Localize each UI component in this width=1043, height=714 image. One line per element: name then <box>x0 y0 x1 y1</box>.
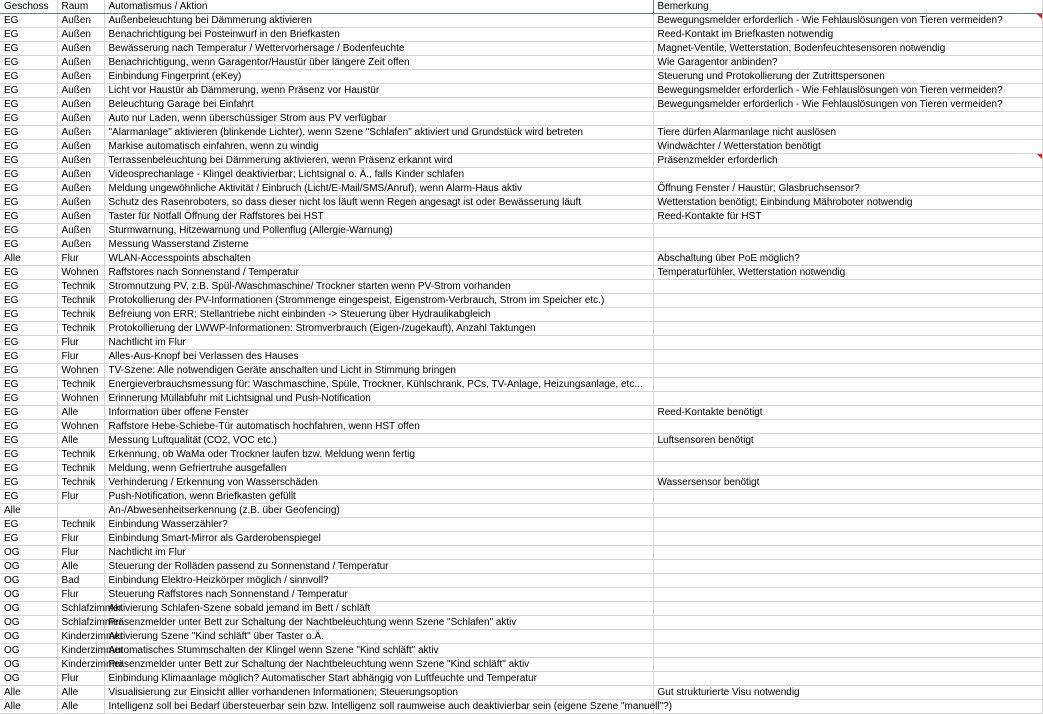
cell-geschoss[interactable]: EG <box>0 238 57 252</box>
cell-raum[interactable]: Technik <box>57 294 104 308</box>
cell-geschoss[interactable]: OG <box>0 672 57 686</box>
cell-raum[interactable]: Außen <box>57 28 104 42</box>
cell-bemerkung[interactable] <box>653 392 1042 406</box>
cell-bemerkung[interactable] <box>653 448 1042 462</box>
cell-aktion[interactable]: Energieverbrauchsmessung für: Waschmaschine, Spüle, Trockner, Kühlschrank, PCs, TV-Anlage, Heizungsanlage, etc... <box>104 378 653 392</box>
cell-bemerkung[interactable]: Magnet-Ventile, Wetterstation, Bodenfeuchtesensoren notwendig <box>653 42 1042 56</box>
cell-raum[interactable]: Wohnen <box>57 266 104 280</box>
cell-aktion[interactable]: Nachtlicht im Flur <box>104 336 653 350</box>
table-row <box>0 350 1042 364</box>
cell-raum[interactable]: Außen <box>57 84 104 98</box>
cell-aktion[interactable]: Einbindung Fingerprint (eKey) <box>104 70 653 84</box>
cell-aktion[interactable]: Markise automatisch einfahren, wenn zu windig <box>104 140 653 154</box>
table-row <box>0 560 1042 574</box>
cell-bemerkung[interactable]: Luftsensoren benötigt <box>653 434 1042 448</box>
cell-geschoss[interactable]: EG <box>0 266 57 280</box>
cell-raum[interactable]: Außen <box>57 126 104 140</box>
cell-raum[interactable]: Kinderzimmer <box>57 658 104 672</box>
cell-bemerkung[interactable]: Bewegungsmelder erforderlich - Wie Fehlauslösungen von Tieren vermeiden? <box>653 84 1042 98</box>
cell-geschoss[interactable]: EG <box>0 196 57 210</box>
table-row <box>0 70 1042 84</box>
table-row <box>0 364 1042 378</box>
cell-bemerkung[interactable]: Temperaturfühler, Wetterstation notwendig <box>653 266 1042 280</box>
cell-geschoss[interactable]: EG <box>0 308 57 322</box>
cell-geschoss[interactable]: EG <box>0 112 57 126</box>
cell-raum[interactable]: Alle <box>57 700 104 714</box>
cell-geschoss[interactable]: OG <box>0 560 57 574</box>
cell-geschoss[interactable]: EG <box>0 56 57 70</box>
cell-bemerkung[interactable]: Wie Garagentor anbinden? <box>653 56 1042 70</box>
cell-geschoss[interactable]: EG <box>0 98 57 112</box>
cell-bemerkung[interactable] <box>653 700 1042 714</box>
cell-geschoss[interactable]: EG <box>0 378 57 392</box>
cell-bemerkung[interactable]: Wassersensor benötigt <box>653 476 1042 490</box>
comment-indicator[interactable] <box>1037 14 1042 19</box>
cell-raum[interactable]: Außen <box>57 154 104 168</box>
cell-aktion[interactable]: Befreiung von ERR; Stellantriebe nicht einbinden -> Steuerung über Hydraulikabgleich <box>104 308 653 322</box>
cell-raum[interactable]: Technik <box>57 476 104 490</box>
table-row <box>0 28 1042 42</box>
table-row <box>0 224 1042 238</box>
cell-bemerkung[interactable] <box>653 378 1042 392</box>
cell-aktion[interactable]: Steuerung der Rolläden passend zu Sonnenstand / Temperatur <box>104 560 653 574</box>
cell-geschoss[interactable]: EG <box>0 336 57 350</box>
cell-aktion[interactable]: Steuerung Raffstores nach Sonnenstand / Temperatur <box>104 588 653 602</box>
cell-raum[interactable]: Außen <box>57 224 104 238</box>
cell-raum[interactable]: Außen <box>57 42 104 56</box>
cell-geschoss[interactable]: EG <box>0 434 57 448</box>
cell-raum[interactable]: Flur <box>57 350 104 364</box>
cell-bemerkung[interactable]: Präsenzmelder erforderlich <box>653 154 1042 168</box>
table-row <box>0 182 1042 196</box>
table-row <box>0 532 1042 546</box>
cell-bemerkung[interactable] <box>653 602 1042 616</box>
cell-geschoss[interactable]: OG <box>0 644 57 658</box>
table-row <box>0 154 1042 168</box>
cell-raum[interactable]: Flur <box>57 252 104 266</box>
cell-bemerkung[interactable]: Steuerung und Protokollierung der Zutrittspersonen <box>653 70 1042 84</box>
cell-bemerkung[interactable]: Gut strukturierte Visu notwendig <box>653 686 1042 700</box>
cell-bemerkung[interactable]: Windwächter / Wetterstation benötigt <box>653 140 1042 154</box>
table-row <box>0 126 1042 140</box>
cell-bemerkung[interactable] <box>653 560 1042 574</box>
cell-raum[interactable]: Technik <box>57 322 104 336</box>
header-bemerkung[interactable]: Bemerkung <box>653 0 1042 14</box>
cell-geschoss[interactable]: EG <box>0 518 57 532</box>
table-row <box>0 546 1042 560</box>
table-row <box>0 420 1042 434</box>
table-row <box>0 448 1042 462</box>
table-row <box>0 266 1042 280</box>
cell-bemerkung[interactable] <box>653 644 1042 658</box>
cell-bemerkung[interactable]: Bewegungsmelder erforderlich - Wie Fehlauslösungen von Tieren vermeiden? <box>653 98 1042 112</box>
cell-geschoss[interactable]: OG <box>0 616 57 630</box>
table-row <box>0 658 1042 672</box>
table-row <box>0 238 1042 252</box>
table-row <box>0 644 1042 658</box>
cell-aktion[interactable]: Beleuchtung Garage bei Einfahrt <box>104 98 653 112</box>
cell-raum[interactable]: Kinderzimmer <box>57 630 104 644</box>
cell-aktion[interactable]: Außenbeleuchtung bei Dämmerung aktivieren <box>104 14 653 28</box>
cell-bemerkung[interactable] <box>653 574 1042 588</box>
cell-raum[interactable]: Außen <box>57 168 104 182</box>
table-row <box>0 476 1042 490</box>
cell-aktion[interactable]: Licht vor Haustür ab Dämmerung, wenn Präsenz vor Haustür <box>104 84 653 98</box>
cell-raum[interactable]: Technik <box>57 518 104 532</box>
cell-aktion[interactable]: Messung Luftqualität (CO2, VOC etc.) <box>104 434 653 448</box>
cell-geschoss[interactable]: EG <box>0 448 57 462</box>
cell-bemerkung[interactable] <box>653 672 1042 686</box>
cell-aktion[interactable]: Alles-Aus-Knopf bei Verlassen des Hauses <box>104 350 653 364</box>
cell-geschoss[interactable]: Alle <box>0 686 57 700</box>
cell-geschoss[interactable]: OG <box>0 602 57 616</box>
cell-raum[interactable]: Außen <box>57 56 104 70</box>
cell-aktion[interactable]: Meldung ungewöhnliche Aktivität / Einbruch (Licht/E-Mail/SMS/Anruf), wenn Alarm-Haus aktiv <box>104 182 653 196</box>
cell-geschoss[interactable]: OG <box>0 574 57 588</box>
cell-raum[interactable]: Wohnen <box>57 364 104 378</box>
cell-raum[interactable]: Außen <box>57 98 104 112</box>
cell-bemerkung[interactable] <box>653 336 1042 350</box>
cell-bemerkung[interactable] <box>653 588 1042 602</box>
cell-raum[interactable]: Flur <box>57 532 104 546</box>
table-row <box>0 574 1042 588</box>
cell-aktion[interactable]: Protokollierung der PV-Informationen (Strommenge eingespeist, Eigenstrom-Verbrauch, Strom im Speicher etc.) <box>104 294 653 308</box>
cell-aktion[interactable]: Videosprechanlage - Klingel deaktivierbar; Lichtsignal o. Ä., falls Kinder schlafen <box>104 168 653 182</box>
table-row <box>0 518 1042 532</box>
cell-raum[interactable]: Außen <box>57 112 104 126</box>
cell-raum[interactable]: Schlafzimmer <box>57 602 104 616</box>
cell-raum[interactable]: Technik <box>57 308 104 322</box>
table-body <box>0 14 1042 714</box>
table-row <box>0 112 1042 126</box>
cell-bemerkung[interactable] <box>653 546 1042 560</box>
cell-bemerkung[interactable] <box>653 238 1042 252</box>
cell-geschoss[interactable]: EG <box>0 462 57 476</box>
cell-raum[interactable]: Flur <box>57 546 104 560</box>
table-row <box>0 196 1042 210</box>
cell-geschoss[interactable]: EG <box>0 84 57 98</box>
cell-aktion[interactable]: Nachtlicht im Flur <box>104 546 653 560</box>
cell-bemerkung[interactable]: Reed-Kontakt im Briefkasten notwendig <box>653 28 1042 42</box>
cell-geschoss[interactable]: EG <box>0 126 57 140</box>
cell-bemerkung[interactable] <box>653 308 1042 322</box>
cell-geschoss[interactable]: EG <box>0 476 57 490</box>
cell-raum[interactable]: Alle <box>57 406 104 420</box>
table-row <box>0 14 1042 28</box>
table-row <box>0 294 1042 308</box>
header-aktion[interactable]: Automatismus / Aktion <box>104 0 653 14</box>
cell-geschoss[interactable]: Alle <box>0 504 57 518</box>
cell-geschoss[interactable]: Alle <box>0 700 57 714</box>
cell-geschoss[interactable]: EG <box>0 350 57 364</box>
cell-aktion[interactable]: Automatisches Stummschalten der Klingel wenn Szene "Kind schläft" aktiv <box>104 644 653 658</box>
cell-geschoss[interactable]: OG <box>0 588 57 602</box>
cell-aktion[interactable]: Präsenzmelder unter Bett zur Schaltung der Nachtbeleuchtung wenn Szene "Kind schläft" aktiv <box>104 658 653 672</box>
table-row <box>0 336 1042 350</box>
comment-indicator[interactable] <box>1037 154 1042 159</box>
cell-raum[interactable] <box>57 504 104 518</box>
cell-aktion[interactable]: Meldung, wenn Gefriertruhe ausgefallen <box>104 462 653 476</box>
cell-aktion[interactable]: Bewässerung nach Temperatur / Wettervorhersage / Bodenfeuchte <box>104 42 653 56</box>
cell-aktion[interactable]: Protokollierung der LWWP-Informationen: Stromverbrauch (Eigen-/zugekauft), Anzahl Taktungen <box>104 322 653 336</box>
cell-bemerkung[interactable]: Öffnung Fenster / Haustür; Glasbruchsensor? <box>653 182 1042 196</box>
cell-raum[interactable]: Technik <box>57 448 104 462</box>
table-row <box>0 308 1042 322</box>
table-row <box>0 462 1042 476</box>
table-row <box>0 504 1042 518</box>
cell-aktion[interactable]: Benachrichtigung bei Posteinwurf in den Briefkasten <box>104 28 653 42</box>
table-row <box>0 140 1042 154</box>
cell-bemerkung[interactable] <box>653 364 1042 378</box>
cell-bemerkung[interactable] <box>653 616 1042 630</box>
table-row <box>0 392 1042 406</box>
header-geschoss[interactable]: Geschoss <box>0 0 57 14</box>
cell-geschoss[interactable]: EG <box>0 420 57 434</box>
cell-aktion[interactable]: Erinnerung Müllabfuhr mit Lichtsignal und Push-Notification <box>104 392 653 406</box>
cell-raum[interactable]: Kinderzimmer <box>57 644 104 658</box>
cell-aktion[interactable]: An-/Abwesenheitserkennung (z.B. über Geofencing) <box>104 504 653 518</box>
cell-raum[interactable]: Schlafzimmer <box>57 616 104 630</box>
cell-bemerkung[interactable]: Wetterstation benötigt; Einbindung Mähroboter notwendig <box>653 196 1042 210</box>
cell-raum[interactable]: Flur <box>57 336 104 350</box>
cell-raum[interactable]: Wohnen <box>57 420 104 434</box>
cell-raum[interactable]: Außen <box>57 182 104 196</box>
cell-raum[interactable]: Flur <box>57 672 104 686</box>
cell-bemerkung[interactable] <box>653 294 1042 308</box>
table-row <box>0 168 1042 182</box>
cell-bemerkung[interactable] <box>653 532 1042 546</box>
cell-geschoss[interactable]: EG <box>0 406 57 420</box>
cell-bemerkung[interactable] <box>653 280 1042 294</box>
cell-geschoss[interactable]: OG <box>0 630 57 644</box>
cell-geschoss[interactable]: EG <box>0 154 57 168</box>
cell-geschoss[interactable]: EG <box>0 42 57 56</box>
cell-bemerkung[interactable] <box>653 322 1042 336</box>
cell-raum[interactable]: Alle <box>57 686 104 700</box>
table-row <box>0 84 1042 98</box>
cell-aktion[interactable]: Schutz des Rasenroboters, so dass dieser nicht los läuft wenn Regen angesagt ist oder Bewässerung läuft <box>104 196 653 210</box>
cell-raum[interactable]: Flur <box>57 490 104 504</box>
table-row <box>0 434 1042 448</box>
cell-geschoss[interactable]: OG <box>0 546 57 560</box>
cell-bemerkung[interactable] <box>653 420 1042 434</box>
cell-raum[interactable]: Außen <box>57 140 104 154</box>
cell-bemerkung[interactable] <box>653 168 1042 182</box>
table-row <box>0 378 1042 392</box>
header-raum[interactable]: Raum <box>57 0 104 14</box>
cell-aktion[interactable]: Stromnutzung PV, z.B. Spül-/Waschmaschine/ Trockner starten wenn PV-Strom vorhanden <box>104 280 653 294</box>
cell-aktion[interactable]: Einbindung Wasserzähler? <box>104 518 653 532</box>
cell-aktion[interactable]: Auto nur Laden, wenn überschüssiger Strom aus PV verfügbar <box>104 112 653 126</box>
cell-raum[interactable]: Alle <box>57 560 104 574</box>
cell-geschoss[interactable]: EG <box>0 210 57 224</box>
table-row <box>0 672 1042 686</box>
table-row <box>0 588 1042 602</box>
table-row <box>0 406 1042 420</box>
cell-geschoss[interactable]: EG <box>0 70 57 84</box>
cell-bemerkung[interactable]: Reed-Kontakte benötigt <box>653 406 1042 420</box>
cell-geschoss[interactable]: EG <box>0 28 57 42</box>
cell-raum[interactable]: Technik <box>57 378 104 392</box>
cell-raum[interactable]: Bad <box>57 574 104 588</box>
table-row <box>0 98 1042 112</box>
cell-bemerkung[interactable]: Reed-Kontakte für HST <box>653 210 1042 224</box>
table-row <box>0 602 1042 616</box>
cell-geschoss[interactable]: EG <box>0 364 57 378</box>
cell-bemerkung[interactable]: Bewegungsmelder erforderlich - Wie Fehlauslösungen von Tieren vermeiden? <box>653 14 1042 28</box>
cell-geschoss[interactable]: EG <box>0 168 57 182</box>
cell-geschoss[interactable]: Alle <box>0 252 57 266</box>
cell-bemerkung[interactable] <box>653 630 1042 644</box>
cell-geschoss[interactable]: EG <box>0 490 57 504</box>
cell-raum[interactable]: Wohnen <box>57 392 104 406</box>
table-row <box>0 630 1042 644</box>
cell-geschoss[interactable]: OG <box>0 658 57 672</box>
cell-geschoss[interactable]: EG <box>0 140 57 154</box>
cell-geschoss[interactable]: EG <box>0 392 57 406</box>
cell-bemerkung[interactable] <box>653 112 1042 126</box>
cell-aktion[interactable]: Raffstore Hebe-Schiebe-Tür automatisch hochfahren, wenn HST offen <box>104 420 653 434</box>
cell-geschoss[interactable]: EG <box>0 14 57 28</box>
header-row <box>0 0 1042 14</box>
table-row <box>0 616 1042 630</box>
cell-raum[interactable]: Alle <box>57 434 104 448</box>
cell-aktion[interactable]: Aktivierung Szene "Kind schläft" über Taster o.Ä. <box>104 630 653 644</box>
table-row <box>0 686 1042 700</box>
cell-raum[interactable]: Außen <box>57 210 104 224</box>
cell-aktion[interactable]: Einbindung Klimaanlage möglich? Automatischer Start abhängig von Luftfeuchte und Temperatur <box>104 672 653 686</box>
cell-geschoss[interactable]: EG <box>0 322 57 336</box>
cell-aktion[interactable]: Taster für Notfall Öffnung der Raffstores bei HST <box>104 210 653 224</box>
cell-geschoss[interactable]: EG <box>0 532 57 546</box>
cell-aktion[interactable]: Einbindung Smart-Mirror als Garderobenspiegel <box>104 532 653 546</box>
table-row <box>0 56 1042 70</box>
cell-geschoss[interactable]: EG <box>0 224 57 238</box>
cell-aktion[interactable]: Aktivierung Schlafen-Szene sobald jemand im Bett / schläft <box>104 602 653 616</box>
table-row <box>0 42 1042 56</box>
cell-aktion[interactable]: Einbindung Elektro-Heizkörper möglich / sinnvoll? <box>104 574 653 588</box>
cell-aktion[interactable]: Push-Notification, wenn Briefkasten gefüllt <box>104 490 653 504</box>
cell-aktion[interactable]: Messung Wasserstand Zisterne <box>104 238 653 252</box>
table-row <box>0 252 1042 266</box>
cell-bemerkung[interactable] <box>653 518 1042 532</box>
cell-bemerkung[interactable]: Abschaltung über PoE möglich? <box>653 252 1042 266</box>
cell-aktion[interactable]: Erkennung, ob WaMa oder Trockner laufen bzw. Meldung wenn fertig <box>104 448 653 462</box>
cell-bemerkung[interactable] <box>653 350 1042 364</box>
cell-aktion[interactable]: Visualisierung zur Einsicht alller vorhandenen Informationen; Steuerungsoption <box>104 686 653 700</box>
cell-geschoss[interactable]: EG <box>0 280 57 294</box>
cell-aktion[interactable]: Terrassenbeleuchtung bei Dämmerung aktivieren, wenn Präsenz erkannt wird <box>104 154 653 168</box>
table-row <box>0 700 1042 714</box>
cell-bemerkung[interactable] <box>653 658 1042 672</box>
cell-aktion[interactable]: Sturmwarnung, Hitzewarnung und Pollenflug (Allergie-Warnung) <box>104 224 653 238</box>
table-row <box>0 322 1042 336</box>
cell-aktion[interactable]: Raffstores nach Sonnenstand / Temperatur <box>104 266 653 280</box>
table-row <box>0 490 1042 504</box>
cell-raum[interactable]: Technik <box>57 280 104 294</box>
cell-bemerkung[interactable] <box>653 462 1042 476</box>
cell-aktion[interactable]: WLAN-Accesspoints abschalten <box>104 252 653 266</box>
cell-raum[interactable]: Außen <box>57 14 104 28</box>
cell-geschoss[interactable]: EG <box>0 294 57 308</box>
cell-raum[interactable]: Außen <box>57 70 104 84</box>
cell-bemerkung[interactable] <box>653 490 1042 504</box>
cell-bemerkung[interactable] <box>653 504 1042 518</box>
cell-bemerkung[interactable]: Tiere dürfen Alarmanlage nicht auslösen <box>653 126 1042 140</box>
cell-aktion[interactable]: Information über offene Fenster <box>104 406 653 420</box>
cell-aktion[interactable]: TV-Szene: Alle notwendigen Geräte anschalten und Licht in Stimmung bringen <box>104 364 653 378</box>
cell-geschoss[interactable]: EG <box>0 182 57 196</box>
cell-aktion[interactable]: Intelligenz soll bei Bedarf übersteuerbar sein bzw. Intelligenz soll raumweise auch deaktivierbar sein (eigene Szene "manuell"?) <box>104 700 653 714</box>
cell-aktion[interactable]: Verhinderung / Erkennung von Wasserschäden <box>104 476 653 490</box>
cell-raum[interactable]: Außen <box>57 238 104 252</box>
table-row <box>0 280 1042 294</box>
cell-raum[interactable]: Technik <box>57 462 104 476</box>
cell-aktion[interactable]: "Alarmanlage" aktivieren (blinkende Lichter), wenn Szene "Schlafen" aktiviert und Grundstück wird betreten <box>104 126 653 140</box>
cell-raum[interactable]: Außen <box>57 196 104 210</box>
cell-aktion[interactable]: Benachrichtigung, wenn Garagentor/Haustür über längere Zeit offen <box>104 56 653 70</box>
cell-bemerkung[interactable] <box>653 224 1042 238</box>
cell-raum[interactable]: Flur <box>57 588 104 602</box>
table-row <box>0 210 1042 224</box>
cell-aktion[interactable]: Präsenzmelder unter Bett zur Schaltung der Nachtbeleuchtung wenn Szene "Schlafen" aktiv <box>104 616 653 630</box>
